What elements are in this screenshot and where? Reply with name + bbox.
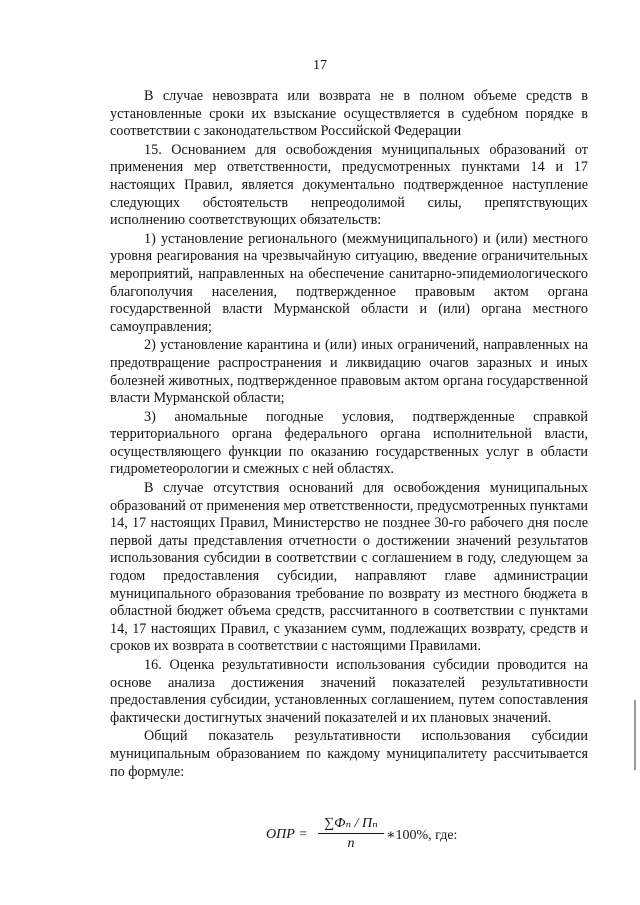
page-number: 17 <box>313 58 327 73</box>
formula-rhs: ∗100%, где: <box>386 828 458 843</box>
paragraph: Общий показатель результативности использования субсидии муниципальным образованием по каждому муниципалитету рассчитывается по формуле: <box>110 728 588 780</box>
paragraph: В случае невозврата или возврата не в полном объеме средств в установленные сроки их взыскание осуществляется в судебном порядке в соответствии с законодательством Российской Федерации <box>110 88 588 140</box>
formula-fraction <box>318 815 384 852</box>
formula-denominator: n <box>347 836 355 851</box>
formula-numerator: ∑Фₙ / Пₙ <box>318 815 384 834</box>
formula <box>266 815 466 865</box>
paragraph: 15. Основанием для освобождения муниципальных образований от применения мер ответственности, предусмотренных пунктами 14 и 17 настоящих Правил, является документально подтвержденное наступление следующих обстоятельств непреодолимой силы, препятствующих исполнению соответствующих обязательств: <box>110 141 588 229</box>
formula-lhs: ОПР = <box>266 827 308 842</box>
paragraph: 16. Оценка результативности использования субсидии проводится на основе анализа достижения значений показателей результативности предоставления субсидии, установленных соглашением, путем сопоставления фактически достигнутых значений показателей и их плановых значений. <box>110 657 588 726</box>
document-body <box>110 88 588 782</box>
paragraph: 2) установление карантина и (или) иных ограничений, направленных на предотвращение распространения и ликвидацию очагов заразных и иных болезней животных, подтвержденное правовым актом органа государственной власти Мурманской области; <box>110 337 588 407</box>
paragraph: 3) аномальные погодные условия, подтвержденные справкой территориального органа федерального органа исполнительной власти, осуществляющего функции по оказанию государственных услуг в области гидрометеорологии и смежных с ней областях. <box>110 408 588 478</box>
paragraph: 1) установление регионального (межмуниципального) и (или) местного уровня реагирования на чрезвычайную ситуацию, введение ограничительных мероприятий, направленных на обеспечение санитарно-эпидемиологического благополучия населения, подтвержденное правовым актом органа государственной власти Мурманской области и (или) органа местного самоуправления; <box>110 230 588 335</box>
scan-margin-mark <box>634 700 636 770</box>
paragraph: В случае отсутствия оснований для освобождения муниципальных образований от применения мер ответственности, предусмотренных пунктами 14, 17 настоящих Правил, Министерство не позднее 30-го рабочего дня после первой даты представления отчетности о достижении значений результатов использования субсидии в соответствии с соглашением в году, следующем за годом предоставления субсидии, направляют главе администрации муниципального образования требование по возврату из местного бюджета в областной бюджет объема средств, рассчитанного в соответствии с пунктами 14, 17 настоящих Правил, с указанием сумм, подлежащих возврату, средств и сроков их возврата в соответствии с настоящими Правилами. <box>110 480 588 655</box>
